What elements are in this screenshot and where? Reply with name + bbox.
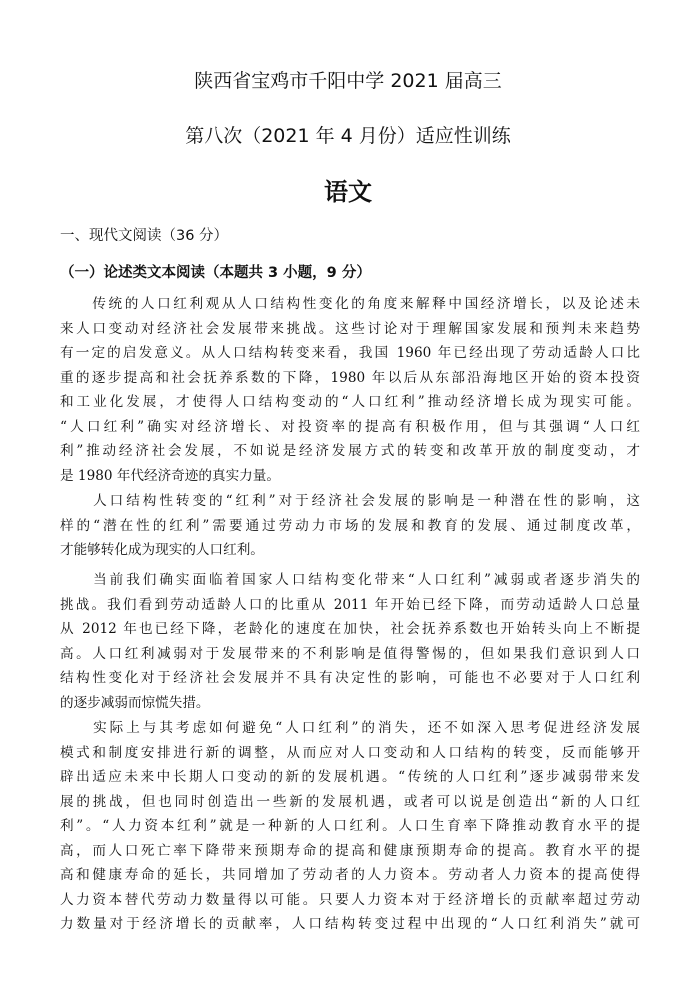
document-title-line1: 陕西省宝鸡市千阳中学 2021 届高三 — [194, 70, 502, 92]
paragraph-line: 当前我们确实面临着国家人口结构变化带来“人口红利”减弱或者逐步消失的 — [60, 572, 640, 588]
paragraph-line: 样的“潜在性的红利”需要通过劳动力市场的发展和教育的发展、通过制度改革， — [60, 517, 640, 534]
paragraph-4 — [60, 716, 640, 937]
paragraph-line: 高，而人口死亡率下降带来预期寿命的提高和健康预期寿命的提高。教育水平的提 — [60, 842, 640, 859]
paragraph-line: 是 1980 年代经济奇迹的真实力量。 — [60, 467, 280, 484]
paragraph-line: 的逐步减弱而惊慌失措。 — [60, 694, 210, 711]
paragraph-line: 结构性变化对于经济社会发展并不具有决定性的影响，可能也不必要对于人口红利 — [60, 670, 640, 686]
subject-title: 语文 — [324, 178, 372, 206]
paragraph-line: 传统的人口红利观从人口结构性变化的角度来解释中国经济增长，以及论述未 — [60, 296, 640, 312]
paragraph-line: 高和健康寿命的延长，共同增加了劳动者的人力资本。劳动者人力资本的提高使得 — [60, 867, 640, 883]
section-heading: 一、现代文阅读（36 分） — [60, 228, 229, 244]
paragraph-1 — [60, 292, 640, 488]
paragraph-line: 利”推动经济社会发展，不如说是经济发展方式的转变和改革开放的制度变动，才 — [60, 443, 640, 459]
subsection-heading: （一）论述类文本阅读（本题共 3 小题，9 分） — [60, 265, 371, 281]
document-title-line2: 第八次（2021 年 4 月份）适应性训练 — [185, 125, 511, 147]
paragraph-line: 高。人口红利减弱对于发展带来的不利影响是值得警惕的，但如果我们意识到人口 — [60, 645, 640, 662]
paragraph-line: 辟出适应未来中长期人口变动的新的发展机遇。“传统的人口红利”逐步减弱带来发 — [60, 769, 640, 785]
paragraph-line: 人力资本替代劳动力数量得以可能。只要人力资本对于经济增长的贡献率超过劳动 — [60, 891, 640, 908]
paragraph-3 — [60, 568, 640, 715]
paragraph-line: 实际上与其考虑如何避免“人口红利”的消失，还不如深入思考促进经济发展 — [60, 720, 640, 736]
paragraph-line: 挑战。我们看到劳动适龄人口的比重从 2011 年开始已经下降，而劳动适龄人口总量 — [60, 596, 640, 613]
paragraph-line: 利”。“人力资本红利”就是一种新的人口红利。人口生育率下降推动教育水平的提 — [60, 818, 640, 834]
paragraph-line: 才能够转化成为现实的人口红利。 — [60, 542, 264, 558]
paragraph-line: 力数量对于经济增长的贡献率，人口结构转变过程中出现的“人口红利消失”就可 — [60, 916, 640, 932]
paragraph-line: “人口红利”确实对经济增长、对投资率的提高有积极作用，但与其强调“人口红 — [60, 418, 640, 435]
paragraph-line: 和工业化发展，才使得人口结构变动的“人口红利”推动经济增长成为现实可能。 — [60, 394, 640, 410]
paragraph-line: 展的挑战，但也同时创造出一些新的发展机遇，或者可以说是创造出“新的人口红 — [60, 793, 640, 810]
paragraph-line: 有一定的启发意义。从人口结构转变来看，我国 1960 年已经出现了劳动适龄人口比 — [60, 345, 640, 361]
paragraph-2 — [60, 489, 640, 563]
paragraph-line: 模式和制度安排进行新的调整，从而应对人口变动和人口结构的转变，反而能够开 — [60, 744, 640, 761]
paragraph-line: 人口结构性转变的“红利”对于经济社会发展的影响是一种潜在性的影响，这 — [60, 493, 640, 509]
paragraph-line: 从 2012 年也已经下降，老龄化的速度在加快，社会抚养系数也开始转头向上不断提 — [60, 621, 640, 637]
paragraph-line: 重的逐步提高和社会抚养系数的下降，1980 年以后从东部沿海地区开始的资本投资 — [60, 369, 640, 386]
paragraph-line: 来人口变动对经济社会发展带来挑战。这些讨论对于理解国家发展和预判未来趋势 — [60, 320, 640, 337]
